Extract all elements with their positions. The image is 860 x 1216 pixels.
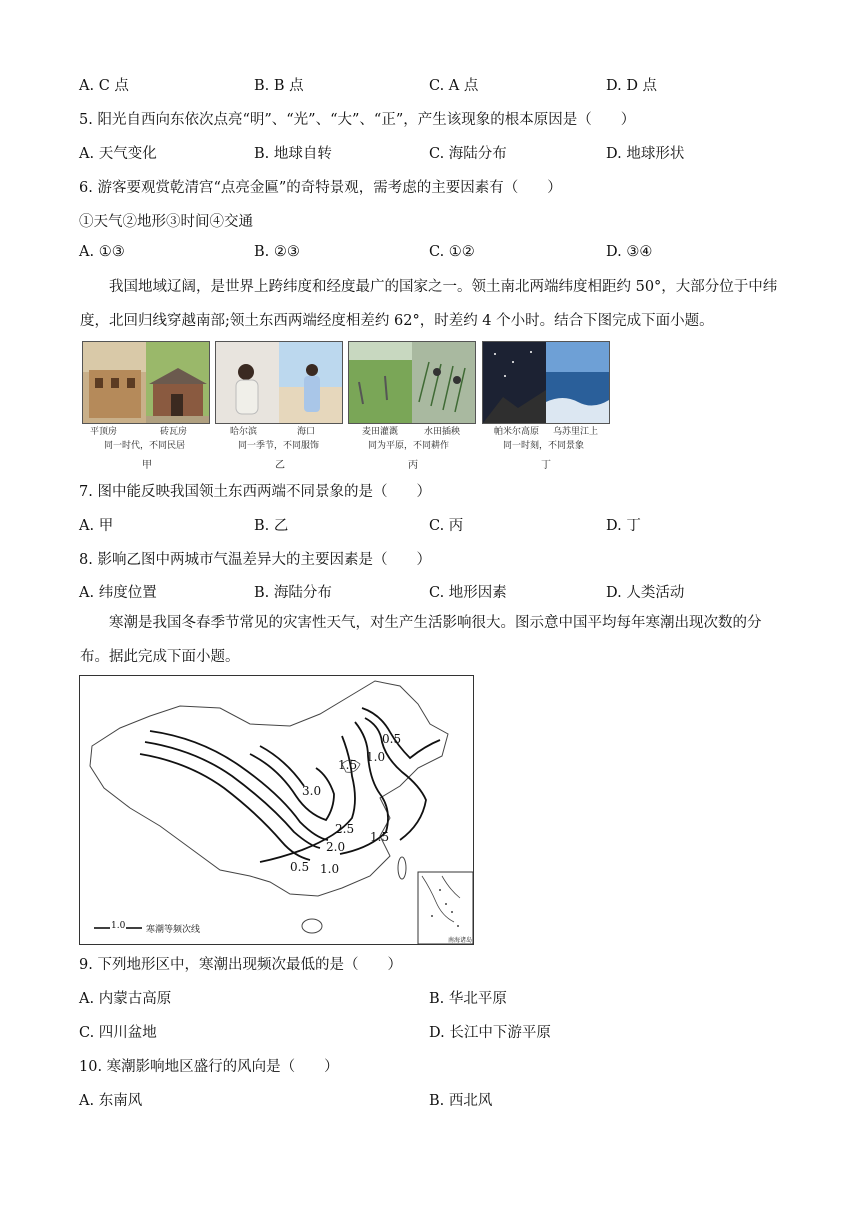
q10-question: 10. 寒潮影响地区盛行的风向是（ ） [79, 1059, 339, 1075]
q5-question: 5. 阳光自西向东依次点亮“明”、“光”、“大”、“正”，产生该现象的根本原因是（ ） [79, 112, 636, 128]
q6-option-a: A. ①③ [79, 244, 125, 260]
photo-panel-yi [215, 341, 343, 424]
legend-text: 寒潮等频次线 [146, 925, 201, 935]
legend-value: 1.0 [111, 921, 126, 931]
contour-label: 1.0 [366, 750, 386, 764]
q7-option-b: B. 乙 [254, 518, 289, 534]
q9-question: 9. 下列地形区中，寒潮出现频次最低的是（ ） [79, 957, 402, 973]
panel-ding-left-label: 帕米尔高原 [494, 427, 540, 437]
flat-roof-and-tile-house-photo [83, 342, 209, 423]
inset-label: 南海诸岛 [448, 937, 473, 944]
panel-bing-right-label: 水田插秧 [424, 427, 461, 437]
q7-option-d: D. 丁 [606, 518, 641, 534]
contour-label: 2.0 [326, 840, 346, 854]
q4-option-d: D. D 点 [606, 78, 658, 94]
q9-option-d: D. 长江中下游平原 [429, 1025, 551, 1041]
q4-option-b: B. B 点 [254, 78, 304, 94]
contour-label: 0.5 [382, 732, 402, 746]
q8-option-a: A. 纬度位置 [79, 585, 157, 601]
q9-option-b: B. 华北平原 [429, 991, 507, 1007]
photo-panel-bing [348, 341, 476, 424]
contour-label: 3.0 [302, 784, 322, 798]
wheat-irrigation-and-rice-planting-photo [349, 342, 475, 423]
q5-option-c: C. 海陆分布 [429, 146, 507, 162]
panel-bing-left-label: 麦田灌溉 [362, 427, 399, 437]
panel-yi-caption: 同一季节，不同服饰 [238, 441, 320, 451]
q6-option-d: D. ③④ [606, 244, 653, 260]
contour-label: 0.5 [290, 860, 310, 874]
pamir-night-and-wusuli-dawn-photo [483, 342, 609, 423]
q7-option-c: C. 丙 [429, 518, 464, 534]
q8-option-d: D. 人类活动 [606, 585, 685, 601]
q4-option-a: A. C 点 [79, 78, 129, 94]
q7-question: 7. 图中能反映我国领土东西两端不同景象的是（ ） [79, 484, 431, 500]
q5-option-d: D. 地球形状 [606, 146, 685, 162]
q8-option-b: B. 海陆分布 [254, 585, 332, 601]
panel-jia-right-label: 砖瓦房 [160, 427, 188, 437]
q4-option-c: C. A 点 [429, 78, 479, 94]
harbin-and-haikou-clothing-photo [216, 342, 342, 423]
contour-label: 1.5 [370, 830, 390, 844]
passage-cold-wave: 寒潮是我国冬春季节常见的灾害性天气，对生产生活影响很大。图示意中国平均每年寒潮出现次数的分布。据此完成下面小题。 [80, 615, 762, 665]
panel-ding-right-label: 乌苏里江上 [553, 427, 599, 437]
q6-factors: ①天气②地形③时间④交通 [79, 214, 253, 230]
panel-ding-letter: 丁 [541, 460, 551, 471]
q10-option-a: A. 东南风 [79, 1093, 143, 1109]
contour-label: 1.5 [338, 758, 358, 772]
q6-question: 6. 游客要观赏乾清宫“点亮金匾”的奇特景观，需考虑的主要因素有（ ） [79, 180, 562, 196]
q8-option-c: C. 地形因素 [429, 585, 507, 601]
panel-jia-caption: 同一时代，不同民居 [104, 441, 186, 451]
q9-option-a: A. 内蒙古高原 [79, 991, 172, 1007]
q8-question: 8. 影响乙图中两城市气温差异大的主要因素是（ ） [79, 552, 431, 568]
panel-yi-left-label: 哈尔滨 [230, 427, 258, 437]
panel-jia-left-label: 平顶房 [90, 427, 118, 437]
contour-label: 1.0 [320, 862, 340, 876]
photo-panel-jia [82, 341, 210, 424]
panel-yi-letter: 乙 [275, 460, 285, 471]
panel-yi-right-label: 海口 [297, 427, 316, 437]
q10-option-b: B. 西北风 [429, 1093, 493, 1109]
q5-option-a: A. 天气变化 [79, 146, 157, 162]
contour-label: 2.5 [335, 822, 355, 836]
photo-panel-ding [482, 341, 610, 424]
panel-jia-letter: 甲 [142, 460, 152, 471]
cold-wave-frequency-map [79, 675, 474, 945]
q5-option-b: B. 地球自转 [254, 146, 332, 162]
passage-territory: 我国地域辽阔，是世界上跨纬度和经度最广的国家之一。领土南北两端纬度相距约 50°，大部分位于中纬度，北回归线穿越南部;领土东西两端经度相差约 62°，时差约 4 个小时。结合下图完成下面小题。 [80, 279, 778, 329]
q9-option-c: C. 四川盆地 [79, 1025, 157, 1041]
china-outline-map [80, 676, 473, 944]
panel-ding-caption: 同一时刻，不同景象 [503, 441, 585, 451]
q7-option-a: A. 甲 [79, 518, 114, 534]
q6-option-c: C. ①② [429, 244, 475, 260]
q6-option-b: B. ②③ [254, 244, 300, 260]
panel-bing-caption: 同为平原，不同耕作 [368, 441, 450, 451]
panel-bing-letter: 丙 [408, 460, 418, 471]
